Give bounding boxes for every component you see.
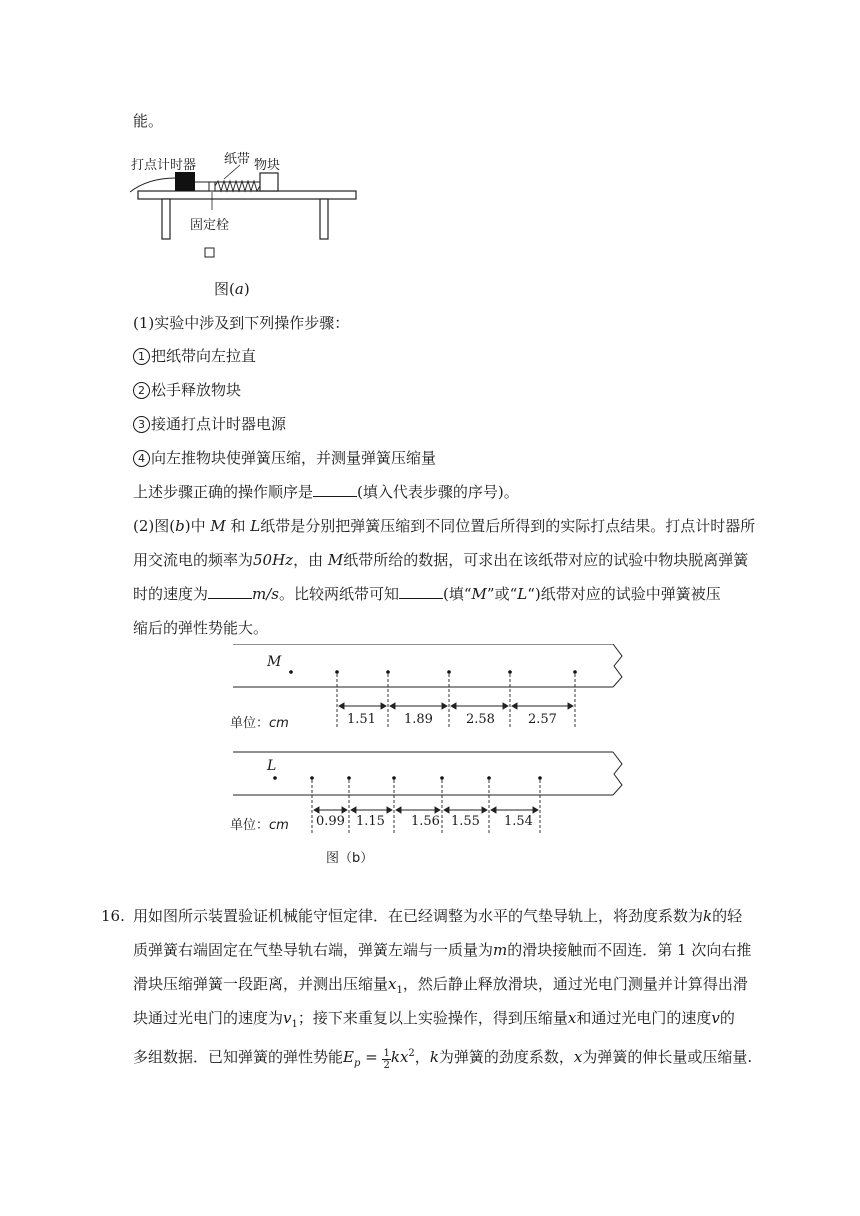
label-block: 物块 bbox=[254, 158, 281, 173]
l-value-3: 1.56 bbox=[411, 814, 440, 829]
q16-line-2: 质弹簧右端固定在气垫导轨右端，弹簧左端与一质量为m的滑块接触而不固连．第 1 次向右推 bbox=[133, 941, 752, 959]
timer-block bbox=[175, 172, 195, 191]
l-value-1: 0.99 bbox=[316, 814, 345, 829]
order-question: 上述步骤正确的操作顺序是 (填入代表步骤的序号)。 bbox=[133, 483, 519, 501]
part2-line-3: 时的速度为 m/s。比较两纸带可知 (填“M”或“L“)纸带对应的试验中弹簧被压 bbox=[133, 585, 721, 603]
m-value-2: 1.89 bbox=[404, 712, 433, 727]
figure-a bbox=[128, 148, 368, 263]
label-timer: 打点计时器 bbox=[131, 158, 197, 173]
part2-line-4: 缩后的弹性势能大。 bbox=[133, 619, 269, 637]
step-number: 3 bbox=[133, 416, 150, 433]
continuation-text: 能。 bbox=[133, 112, 164, 130]
fraction-one-half: $\frac{1}{2}$ bbox=[383, 1048, 390, 1071]
unit-label-m: 单位：cm bbox=[230, 716, 289, 731]
l-value-2: 1.15 bbox=[356, 814, 385, 829]
figure-a-caption: 图(a) bbox=[214, 280, 250, 298]
l-value-4: 1.55 bbox=[451, 814, 480, 829]
figure-b-caption: 图（b） bbox=[326, 851, 374, 866]
label-tape: 纸带 bbox=[224, 152, 251, 167]
q16-line-1: 用如图所示装置验证机械能守恒定律．在已经调整为水平的气垫导轨上，将劲度系数为k的轻 bbox=[133, 907, 743, 925]
m-value-3: 2.58 bbox=[466, 712, 495, 727]
m-value-1: 1.51 bbox=[347, 712, 376, 727]
question-16-number: 16. bbox=[101, 907, 125, 925]
step-2: 2 松手释放物块 bbox=[133, 380, 241, 400]
figure-b bbox=[230, 644, 630, 869]
part1-intro: (1)实验中涉及到下列操作步骤： bbox=[133, 314, 350, 332]
unit-label-l: 单位：cm bbox=[230, 818, 289, 833]
m-value-4: 2.57 bbox=[528, 712, 557, 727]
step-3: 3 接通打点计时器电源 bbox=[133, 414, 286, 434]
q16-line-3: 滑块压缩弹簧一段距离，并测出压缩量$x_1$，然后静止释放滑块，通过光电门测量并计算得出滑 bbox=[133, 975, 748, 996]
part2-line-2: 用交流电的频率为50Hz，由 M纸带所给的数据，可求出在该纸带对应的试验中物块脱离弹簧 bbox=[133, 551, 749, 569]
step-number: 4 bbox=[133, 450, 150, 467]
l-value-5: 1.54 bbox=[504, 814, 533, 829]
tape-m-label: M bbox=[267, 654, 282, 670]
answer-blank-tape[interactable] bbox=[399, 584, 443, 599]
q16-line-4: 块通过光电门的速度为$v_1$；接下来重复以上实验操作，得到压缩量x和通过光电门的速度v的 bbox=[133, 1009, 735, 1030]
label-peg: 固定栓 bbox=[190, 218, 230, 233]
step-1: 1 把纸带向左拉直 bbox=[133, 346, 256, 366]
step-4: 4 向左推物块使弹簧压缩，并测量弹簧压缩量 bbox=[133, 448, 436, 468]
step-number: 2 bbox=[133, 382, 150, 399]
answer-blank-order[interactable] bbox=[313, 482, 357, 497]
step-number: 1 bbox=[133, 348, 150, 365]
q16-line-5: 多组数据．已知弹簧的弹性势能$E_p$ = $\frac{1}{2}$ $kx^2$，k为弹簧的劲度系数，x为弹簧的伸长量或压缩量. bbox=[133, 1048, 753, 1071]
part2-line-1: (2)图(b)中 M 和 L纸带是分别把弹簧压缩到不同位置后所得到的实际打点结果。打点计时器所 bbox=[133, 517, 756, 535]
figure-b-diagram bbox=[230, 644, 630, 869]
answer-blank-velocity[interactable] bbox=[208, 584, 252, 599]
tape-l-label: L bbox=[267, 758, 277, 774]
